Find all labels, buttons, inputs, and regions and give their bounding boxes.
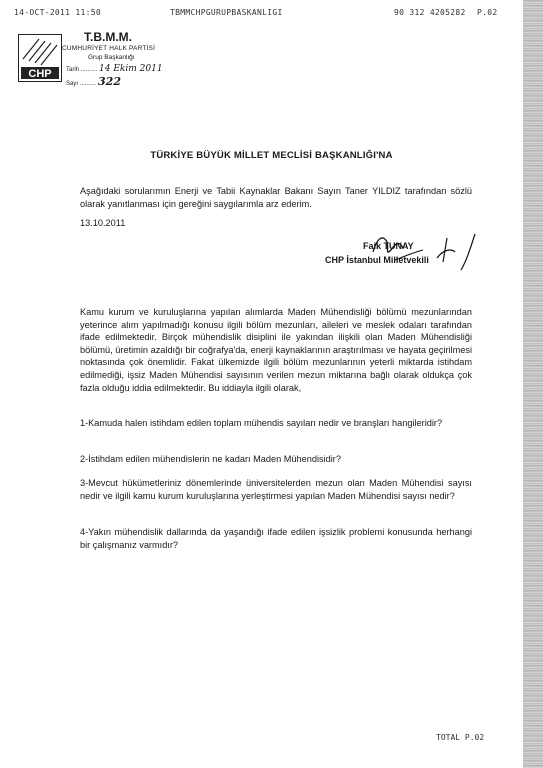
fax-page-number: P.02 (477, 8, 498, 17)
stamp-party: CUMHURİYET HALK PARTİSİ (62, 45, 156, 52)
fax-footer: TOTAL P.02 (436, 733, 485, 742)
stamp-group: Grup Başkanlığı (88, 54, 135, 61)
fax-phone: 90 312 4205282 (394, 8, 466, 17)
chp-logo-icon (18, 34, 62, 82)
scan-edge (523, 0, 543, 768)
fax-header (14, 8, 515, 22)
question-4: 4-Yakın mühendislik dallarında da yaşandığı ifade edilen işsizlik problemi konusunda herhangi bir çalışmanız varmıdır? (80, 527, 472, 550)
signatory-name: Faik TUNAY (363, 241, 414, 251)
intro-paragraph: Aşağıdaki sorularımın Enerji ve Tabii Kaynaklar Bakanı Sayın Taner YILDIZ tarafından sözlü olarak yanıtlanması için gereğini saygılarımla arz ederim. (80, 186, 472, 209)
registry-stamp (18, 30, 198, 92)
fax-date-time: 14-OCT-2011 11:50 (14, 8, 101, 17)
stamp-number-label: Sayı (66, 81, 79, 87)
question-2: 2-İstihdam edilen mühendislerin ne kadarı Maden Mühendisidir? (80, 454, 341, 464)
document-title: TÜRKİYE BÜYÜK MİLLET MECLİSİ BAŞKANLIĞI'NA (150, 150, 393, 161)
signatory-title: CHP İstanbul Milletvekili (325, 255, 429, 265)
signature-block (325, 230, 485, 275)
intro-date: 13.10.2011 (80, 218, 126, 228)
stamp-date-value: 14 Ekim 2011 (99, 64, 163, 74)
stamp-date-row: Tarih .......... 14 Ekim 2011 (66, 64, 163, 74)
fax-sender-id: TBMMCHPGURUPBASKANLIGI (170, 8, 283, 17)
stamp-number-value: 322 (98, 75, 121, 88)
question-1: 1-Kamuda halen istihdam edilen toplam mühendis sayıları nedir ve branşları hangileridir? (80, 418, 443, 428)
stamp-date-label: Tarih (66, 67, 80, 73)
stamp-title: T.B.M.M. (84, 30, 132, 44)
stamp-number-row: Sayı .......... 322 (66, 75, 121, 88)
logo-text: CHP (28, 68, 52, 80)
handwritten-signature-icon (325, 230, 485, 275)
body-paragraph: Kamu kurum ve kuruluşlarına yapılan alımlarda Maden Mühendisliği bölümü mezunlarından yeterince alım yapılmadığı konusu ilgili bölüm mezunları, aileleri ve meslek odaları tarafından ifade edilmektedir. Birçok mühendislik disiplini ile yakından ilişkili olan Maden Mühendisliği bölümü, üretimin azaldığı bir coğrafya'da, enerji kaynaklarının araştırılması ve hayata geçirilmesi noktasında çok önemlidir. Fakat ülkemizde ilgili bölüm mezunlarının yeterli miktarda istihdam edilmediği, işsiz Maden Mühendisi sayısının verilen mezun miktarına bağlı olarak oldukça çok fazla olduğu iddia edilmektedir. Bu iddiayla ilgili olarak, (80, 307, 472, 393)
question-3: 3-Mevcut hükümetleriniz dönemlerinde üniversitelerden mezun olan Maden Mühendisi sayısı nedir ve ilgili kamu kurum kuruluşlarına yerleştirmesi yapılan Maden Mühendisi sayısı nedir? (80, 478, 472, 501)
